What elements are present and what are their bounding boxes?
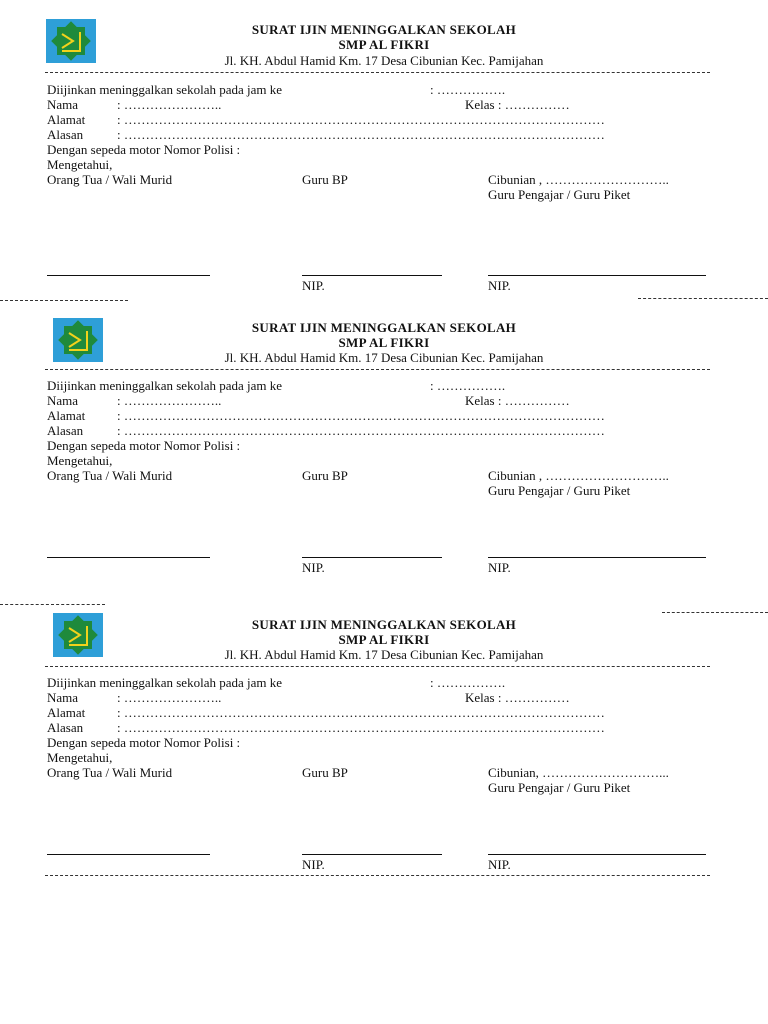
place-date-field[interactable]: Cibunian , ……………………….. bbox=[488, 468, 669, 483]
teacher-signature-line bbox=[488, 557, 706, 558]
school-name: SMP AL FIKRI bbox=[338, 632, 430, 647]
counselor-signature-line bbox=[302, 557, 442, 558]
teacher-signature-label: Guru Pengajar / Guru Piket bbox=[488, 187, 631, 202]
address-field[interactable]: : ………………………………………………………………………………………………… bbox=[117, 408, 605, 423]
name-label: Nama bbox=[47, 97, 79, 112]
motorbike-plate-label: Dengan sepeda motor Nomor Polisi : bbox=[47, 735, 241, 750]
reason-field[interactable]: : ………………………………………………………………………………………………… bbox=[117, 423, 605, 438]
counselor-nip-label: NIP. bbox=[302, 278, 325, 293]
acknowledged-label: Mengetahui, bbox=[47, 750, 113, 765]
reason-label: Alasan bbox=[47, 720, 84, 735]
permit-slip-1 bbox=[0, 0, 768, 300]
teacher-nip-label: NIP. bbox=[488, 857, 511, 872]
counselor-signature-line bbox=[302, 854, 442, 855]
class-field[interactable]: Kelas : …………… bbox=[465, 393, 570, 408]
school-address: Jl. KH. Abdul Hamid Km. 17 Desa Cibunian Kec. Pamijahan bbox=[224, 647, 544, 662]
header-divider bbox=[45, 72, 710, 73]
permit-time-field[interactable]: : ……………. bbox=[430, 378, 506, 393]
teacher-signature-label: Guru Pengajar / Guru Piket bbox=[488, 483, 631, 498]
motorbike-plate-label: Dengan sepeda motor Nomor Polisi : bbox=[47, 438, 241, 453]
reason-field[interactable]: : ………………………………………………………………………………………………… bbox=[117, 720, 605, 735]
permit-slip-2 bbox=[0, 297, 768, 597]
name-label: Nama bbox=[47, 690, 79, 705]
counselor-signature-label: Guru BP bbox=[302, 468, 348, 483]
parent-signature-line bbox=[47, 557, 210, 558]
teacher-nip-label: NIP. bbox=[488, 278, 511, 293]
name-label: Nama bbox=[47, 393, 79, 408]
teacher-signature-label: Guru Pengajar / Guru Piket bbox=[488, 780, 631, 795]
address-label: Alamat bbox=[47, 112, 86, 127]
reason-label: Alasan bbox=[47, 423, 84, 438]
teacher-signature-line bbox=[488, 275, 706, 276]
name-field[interactable]: : ………………….. bbox=[117, 97, 222, 112]
permit-time-label: Diijinkan meninggalkan sekolah pada jam ke bbox=[47, 675, 283, 690]
header-divider bbox=[45, 369, 710, 370]
reason-label: Alasan bbox=[47, 127, 84, 142]
footer-divider bbox=[45, 875, 710, 876]
address-field[interactable]: : ………………………………………………………………………………………………… bbox=[117, 112, 605, 127]
permit-time-field[interactable]: : ……………. bbox=[430, 82, 506, 97]
address-label: Alamat bbox=[47, 705, 86, 720]
address-label: Alamat bbox=[47, 408, 86, 423]
address-field[interactable]: : ………………………………………………………………………………………………… bbox=[117, 705, 605, 720]
counselor-nip-label: NIP. bbox=[302, 857, 325, 872]
motorbike-plate-label: Dengan sepeda motor Nomor Polisi : bbox=[47, 142, 241, 157]
document-title: SURAT IJIN MENINGGALKAN SEKOLAH bbox=[251, 320, 517, 335]
counselor-signature-label: Guru BP bbox=[302, 765, 348, 780]
permit-slip-3 bbox=[0, 594, 768, 894]
parent-signature-label: Orang Tua / Wali Murid bbox=[47, 468, 173, 483]
reason-field[interactable]: : ………………………………………………………………………………………………… bbox=[117, 127, 605, 142]
class-field[interactable]: Kelas : …………… bbox=[465, 690, 570, 705]
counselor-signature-label: Guru BP bbox=[302, 172, 348, 187]
document-title: SURAT IJIN MENINGGALKAN SEKOLAH bbox=[251, 22, 517, 37]
teacher-signature-line bbox=[488, 854, 706, 855]
place-date-field[interactable]: Cibunian , ……………………….. bbox=[488, 172, 669, 187]
name-field[interactable]: : ………………….. bbox=[117, 690, 222, 705]
counselor-signature-line bbox=[302, 275, 442, 276]
parent-signature-label: Orang Tua / Wali Murid bbox=[47, 172, 173, 187]
counselor-nip-label: NIP. bbox=[302, 560, 325, 575]
permit-time-label: Diijinkan meninggalkan sekolah pada jam ke bbox=[47, 378, 283, 393]
school-address: Jl. KH. Abdul Hamid Km. 17 Desa Cibunian Kec. Pamijahan bbox=[224, 53, 544, 68]
parent-signature-line bbox=[47, 854, 210, 855]
acknowledged-label: Mengetahui, bbox=[47, 157, 113, 172]
permit-time-label: Diijinkan meninggalkan sekolah pada jam ke bbox=[47, 82, 283, 97]
name-field[interactable]: : ………………….. bbox=[117, 393, 222, 408]
header-divider bbox=[45, 666, 710, 667]
permit-time-field[interactable]: : ……………. bbox=[430, 675, 506, 690]
school-address: Jl. KH. Abdul Hamid Km. 17 Desa Cibunian Kec. Pamijahan bbox=[224, 350, 544, 365]
parent-signature-label: Orang Tua / Wali Murid bbox=[47, 765, 173, 780]
school-name: SMP AL FIKRI bbox=[338, 37, 430, 52]
place-date-field[interactable]: Cibunian, ………………………... bbox=[488, 765, 669, 780]
school-name: SMP AL FIKRI bbox=[338, 335, 430, 350]
acknowledged-label: Mengetahui, bbox=[47, 453, 113, 468]
parent-signature-line bbox=[47, 275, 210, 276]
document-title: SURAT IJIN MENINGGALKAN SEKOLAH bbox=[251, 617, 517, 632]
teacher-nip-label: NIP. bbox=[488, 560, 511, 575]
class-field[interactable]: Kelas : …………… bbox=[465, 97, 570, 112]
